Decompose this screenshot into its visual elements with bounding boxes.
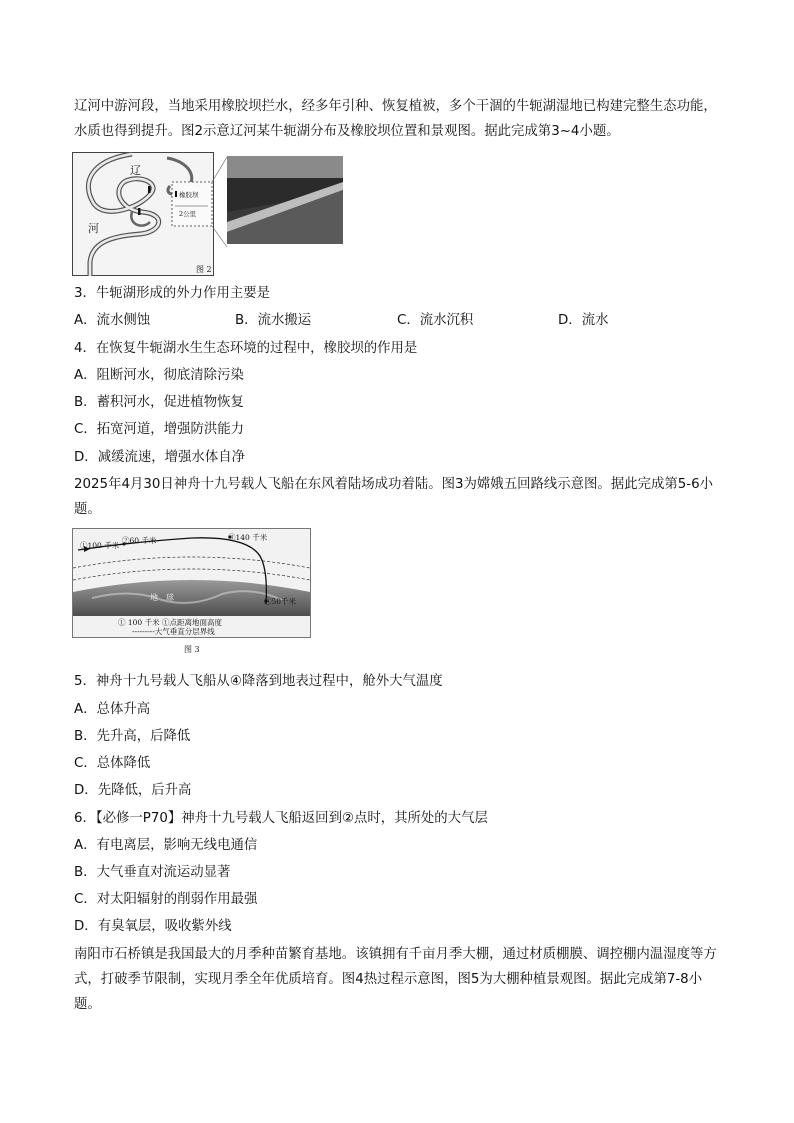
river-label-1: 辽 [130, 164, 141, 177]
question-5-stem: 5．神舟十九号载人飞船从④降落到地表过程中，舱外大气温度 [74, 674, 443, 689]
earth-label: 地 球 [150, 593, 174, 602]
legend-scale-label: 2公里 [179, 210, 197, 218]
figure-3-svg [72, 528, 312, 638]
q5-option-d[interactable]: D．先降低，后升高 [74, 783, 192, 798]
figure-3-caption-svg [72, 642, 312, 656]
q4-option-a[interactable]: A．阻断河水，彻底清除污染 [74, 368, 244, 383]
q4-option-d[interactable]: D．减缓流速，增强水体自净 [74, 450, 245, 465]
point-4-label: ④50千米 [264, 597, 297, 606]
q3-option-b[interactable]: B．流水搬运 [235, 313, 312, 328]
figure-2 [72, 152, 348, 280]
figure-3-caption: 图 3 [184, 645, 200, 654]
q6-option-d[interactable]: D．有臭氧层，吸收紫外线 [74, 919, 232, 934]
river-label-2: 河 [88, 222, 99, 235]
point-1-label: ①100 千米 [80, 541, 120, 550]
question-3-stem: 3．牛轭湖形成的外力作用主要是 [74, 286, 270, 301]
dam-marker-1 [148, 186, 151, 193]
dam-marker-2 [138, 208, 141, 215]
legend-line-text: ---------大气垂直分层界线 [132, 627, 215, 636]
q5-option-c[interactable]: C．总体降低 [74, 756, 151, 771]
point-2-label: ②60 千米 [122, 536, 157, 545]
map-legend [172, 182, 212, 226]
photo-sky [227, 156, 343, 178]
legend-dam-label: 橡胶坝 [179, 191, 199, 199]
q6-option-c[interactable]: C．对太阳辐射的削弱作用最强 [74, 892, 258, 907]
figure-2-caption: 图 2 [196, 265, 212, 274]
q5-option-a[interactable]: A．总体升高 [74, 702, 151, 717]
legend-dam-icon [175, 191, 177, 197]
question-4-stem: 4．在恢复牛轭湖水生生态环境的过程中，橡胶坝的作用是 [74, 341, 418, 356]
passage-nanyang: 南阳市石桥镇是我国最大的月季种苗繁育基地。该镇拥有千亩月季大棚，通过材质棚膜、调控棚内温湿度等方式，打破季节限制，实现月季全年优质培育。图4热过程示意图，图5为大棚种植景观图。据此完成第7-8小题。 [74, 947, 717, 1012]
q4-option-b[interactable]: B．蓄积河水，促进植物恢复 [74, 395, 244, 410]
point-3-label: ③140 千米 [228, 533, 268, 542]
connector-bottom [212, 226, 227, 247]
q4-option-c[interactable]: C．拓宽河道，增强防洪能力 [74, 422, 245, 437]
passage-liaohe: 辽河中游河段，当地采用橡胶坝拦水，经多年引种、恢复植被，多个干涸的牛轭湖湿地已构建完整生态功能，水质也得到提升。图2示意辽河某牛轭湖分布及橡胶坝位置和景观图。据此完成第3~4小题。 [74, 99, 717, 139]
q6-option-b[interactable]: B．大气垂直对流运动显著 [74, 865, 231, 880]
q5-option-b[interactable]: B．先升高，后降低 [74, 729, 191, 744]
q3-option-d[interactable]: D．流水 [558, 313, 609, 328]
question-6-stem: 6．【必修一P70】神舟十九号载人飞船返回到②点时，其所处的大气层 [74, 811, 488, 826]
q3-option-c[interactable]: C．流水沉积 [397, 313, 474, 328]
legend-point-text: ① 100 千米 ①点距离地面高度 [118, 618, 222, 627]
figure-2-svg [72, 152, 348, 276]
figure-3 [72, 528, 312, 656]
passage-shenzhou: 2025年4月30日神舟十九号载人飞船在东风着陆场成功着陆。图3为嫦娥五回路线示意图。据此完成第5-6小题。 [74, 477, 714, 517]
q3-option-a[interactable]: A．流水侧蚀 [74, 313, 151, 328]
connector-top [212, 157, 227, 182]
q6-option-a[interactable]: A．有电离层，影响无线电通信 [74, 838, 258, 853]
